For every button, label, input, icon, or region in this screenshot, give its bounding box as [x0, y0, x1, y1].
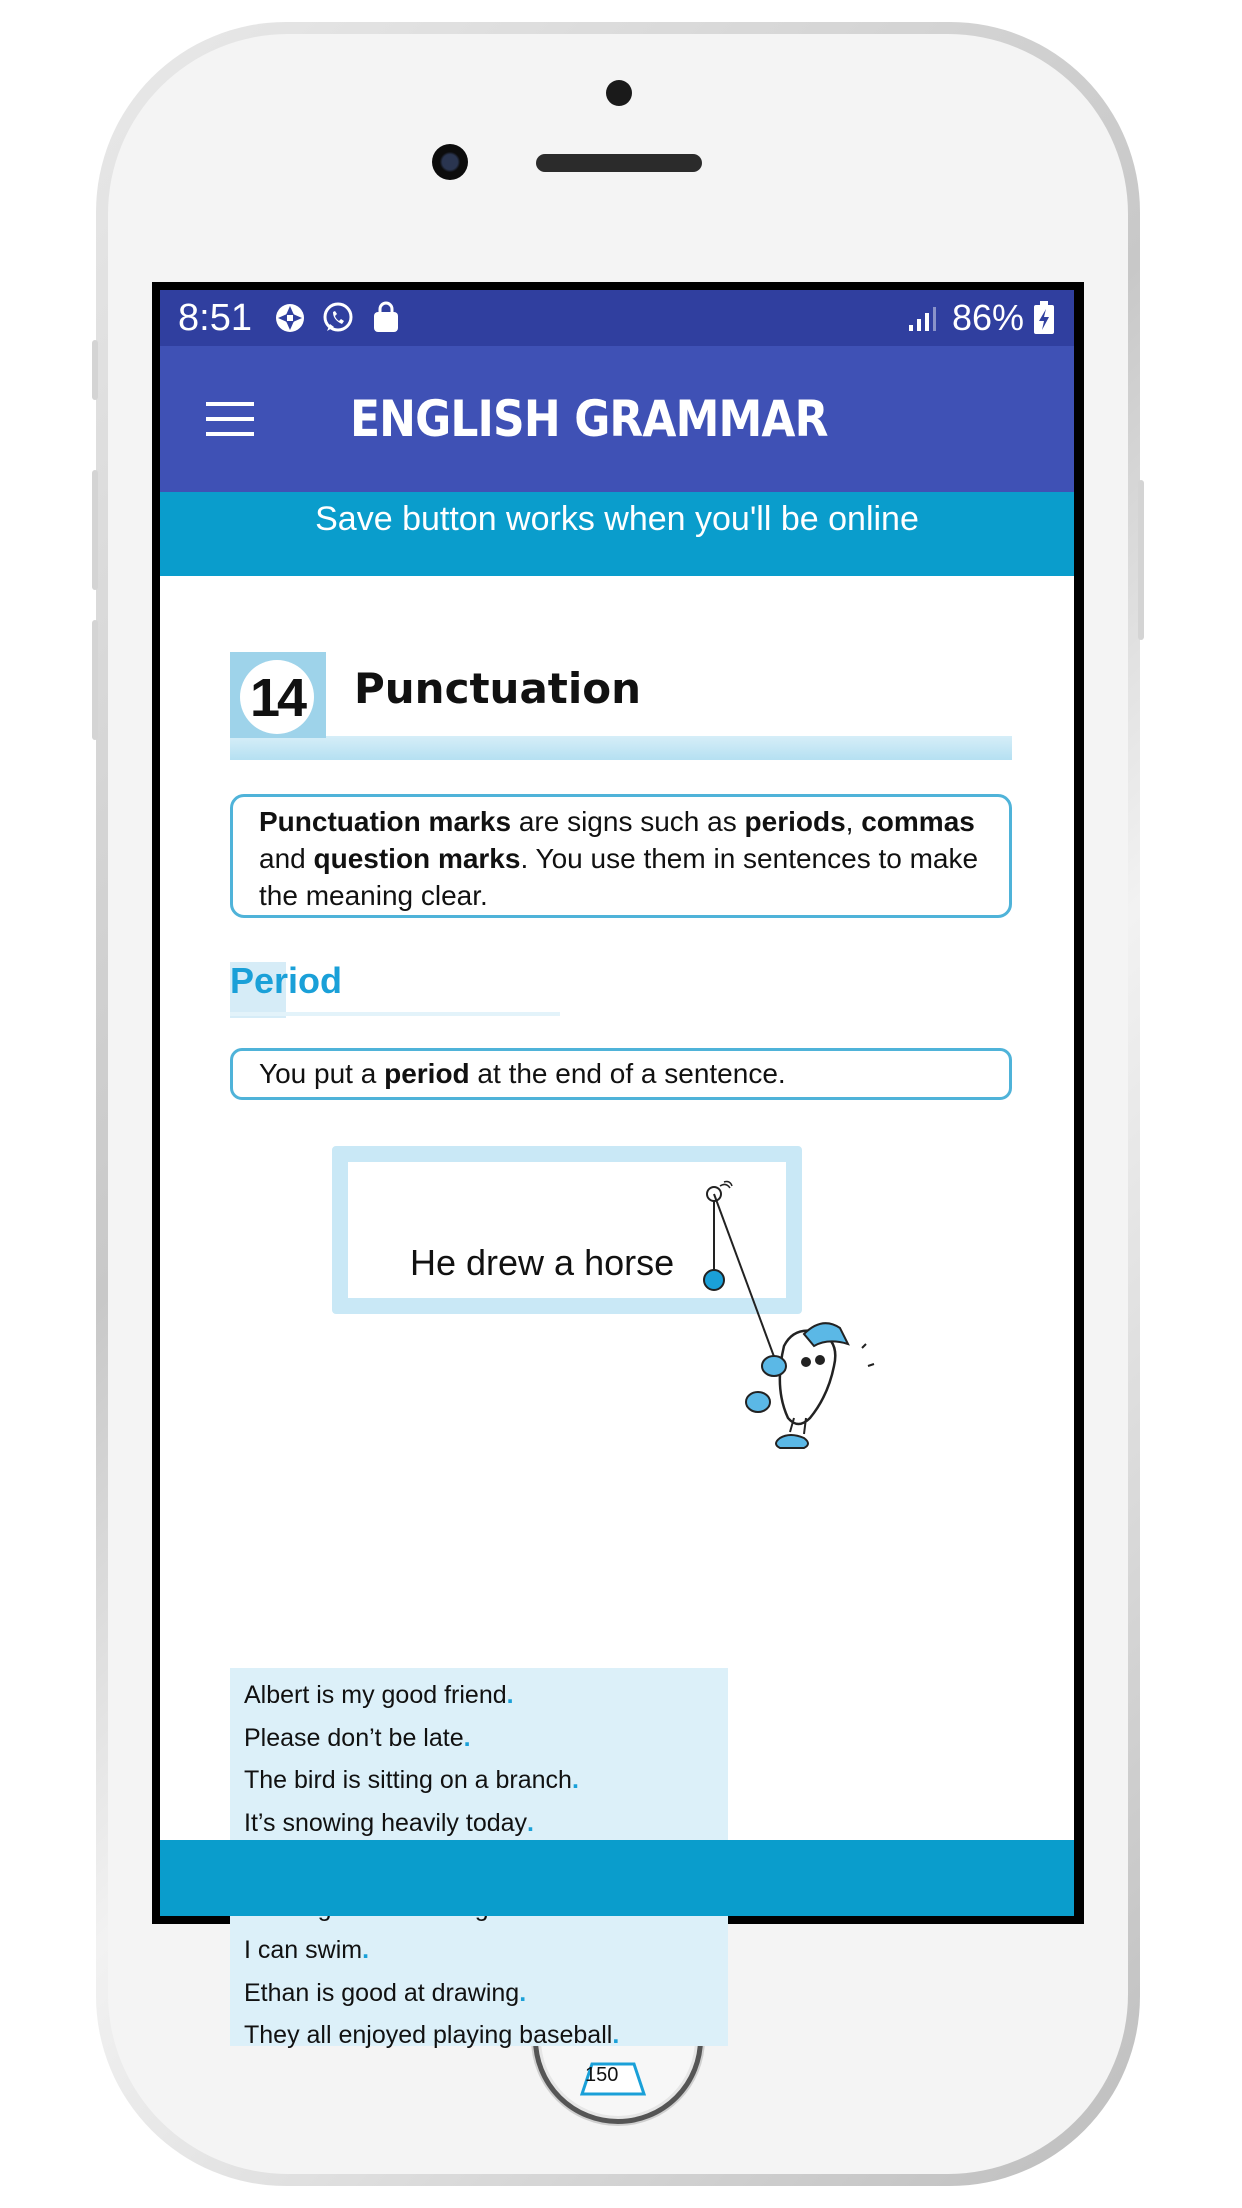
example-sentence-text: Ethan is good at drawing	[244, 1978, 520, 2007]
definition-term: periods	[744, 806, 846, 837]
battery-percentage: 86%	[951, 297, 1024, 338]
rule-text: You put a	[259, 1058, 385, 1089]
section-underline	[230, 1012, 560, 1016]
period-mark: .	[571, 1766, 579, 1794]
period-mark: .	[362, 1936, 370, 1964]
lesson-page	[160, 576, 1074, 2086]
chapter-number: 14	[240, 660, 314, 734]
chapter-number-badge	[230, 652, 326, 738]
definition-text: are signs such as	[511, 806, 745, 837]
menu-button[interactable]	[170, 346, 290, 492]
example-sentence-text: Albert is my good friend	[244, 1681, 507, 1709]
status-right	[904, 297, 1056, 339]
definition-text: . You use them in sentences to make	[520, 843, 979, 874]
chapter-underline	[230, 736, 1012, 760]
period-mark: .	[612, 2021, 620, 2049]
proximity-sensor	[606, 80, 632, 106]
whatsapp-icon	[320, 300, 356, 336]
battery-charging-icon	[1032, 300, 1056, 336]
definition-text: ,	[845, 806, 862, 837]
status-bar	[160, 290, 1074, 346]
list-item	[244, 1759, 660, 1802]
example-sentence-text: They all enjoyed playing baseball	[244, 2021, 613, 2049]
rule-text: at the end of a sentence.	[469, 1058, 786, 1089]
aperture-icon	[272, 300, 308, 336]
app-toolbar	[160, 346, 1074, 492]
front-camera	[432, 144, 468, 180]
illustration-sentence: He drew a horse	[410, 1242, 675, 1283]
rule-box	[230, 1048, 1012, 1100]
example-sentence-text: Please don’t be late	[244, 1723, 464, 1752]
chapter-title: Punctuation	[354, 664, 642, 713]
example-sentence-text: It’s snowing heavily today	[244, 1808, 528, 1837]
hamburger-menu-icon	[204, 399, 256, 439]
status-time: 8:51	[178, 296, 252, 339]
list-item	[244, 1929, 660, 1972]
period-mark: .	[527, 1808, 534, 1837]
page-number: 150	[585, 2064, 619, 2086]
chapter-header	[230, 652, 870, 752]
period-mark: .	[463, 1723, 471, 1752]
definition-term: Punctuation marks	[259, 806, 512, 837]
period-mascot-illustration	[700, 1176, 900, 1476]
earpiece-speaker	[536, 154, 702, 172]
volume-down-button	[92, 620, 98, 740]
period-mark: .	[519, 1978, 527, 2007]
list-item	[244, 2014, 660, 2057]
power-button	[1138, 480, 1144, 640]
list-item	[244, 1717, 660, 1760]
rule-term: period	[384, 1058, 470, 1089]
signal-icon	[904, 300, 940, 336]
volume-up-button	[92, 470, 98, 590]
example-sentence-text: I can swim	[244, 1936, 363, 1964]
definition-term: question marks	[313, 843, 521, 874]
app-title: ENGLISH GRAMMAR	[350, 390, 828, 448]
bottom-bar	[160, 1840, 1074, 1916]
period-mark: .	[506, 1681, 514, 1709]
shopping-bag-icon	[368, 300, 404, 336]
definition-term: commas	[861, 806, 975, 837]
definition-text: and	[259, 843, 314, 874]
device-screen	[160, 290, 1074, 2086]
list-item	[244, 1802, 660, 1845]
definition-text: the meaning clear.	[259, 880, 488, 911]
offline-notice-banner: Save button works when you'll be online	[160, 492, 1074, 576]
mute-switch	[92, 340, 98, 400]
section-title: Period	[230, 960, 343, 1001]
list-item	[244, 1674, 660, 1717]
definition-box	[230, 794, 1012, 918]
list-item	[244, 1972, 660, 2015]
example-sentence-text: The bird is sitting on a branch	[244, 1766, 572, 1794]
section-header	[230, 960, 560, 1020]
